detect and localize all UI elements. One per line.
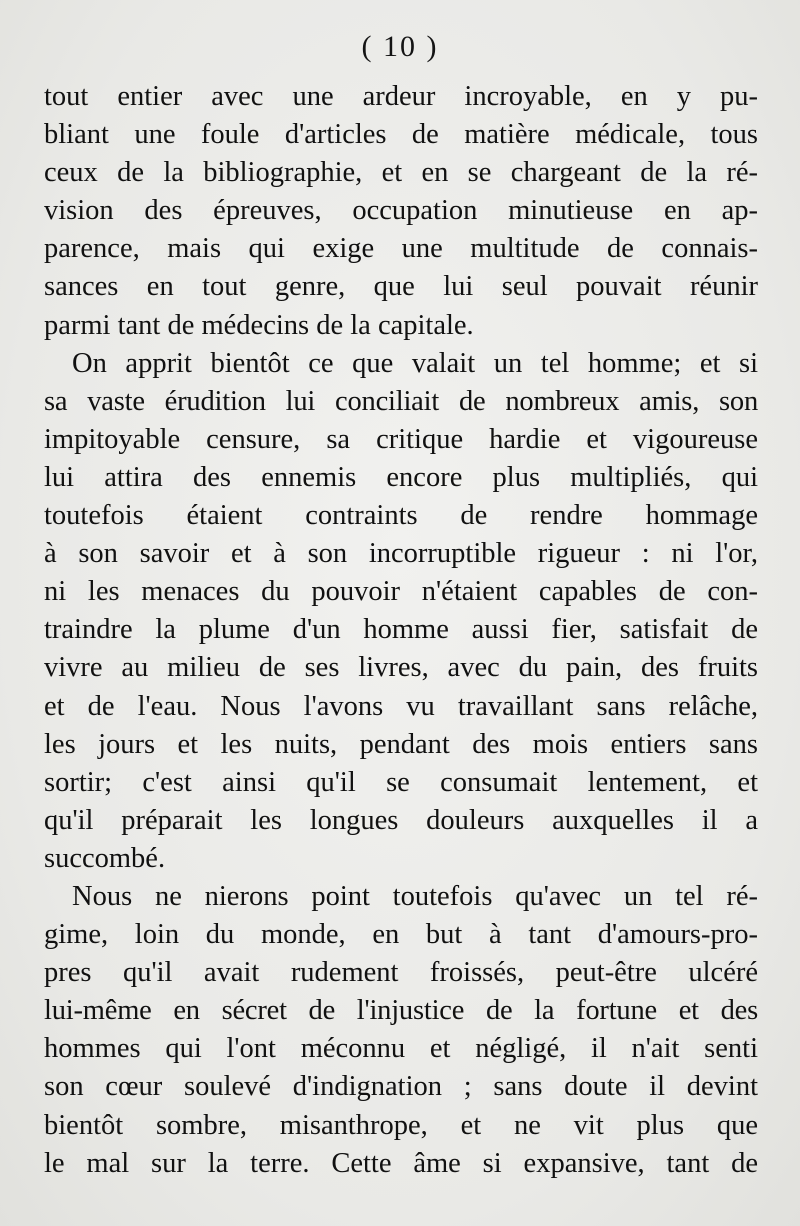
text-line: qu'il préparait les longues douleurs auxquelles il a [44, 804, 758, 836]
text-line: bientôt sombre, misanthrope, et ne vit plus que [44, 1109, 758, 1141]
page-number: ( 10 ) [361, 30, 439, 63]
paragraph-start-line: Nous ne nierons point toutefois qu'avec un tel ré- [72, 880, 758, 912]
text-line: lui-même en sécret de l'injustice de la fortune et des [44, 995, 758, 1027]
text-line: gime, loin du monde, en but à tant d'amours-pro- [44, 919, 758, 951]
text-line: lui attira des ennemis encore plus multipliés, qui [44, 461, 758, 493]
text-line: les jours et les nuits, pendant des mois entiers sans [44, 728, 758, 760]
text-line: vision des épreuves, occupation minutieuse en ap- [44, 195, 758, 227]
text-line: sances en tout genre, que lui seul pouvait réunir [44, 271, 758, 303]
text-line: succombé. [44, 842, 166, 874]
text-line: à son savoir et à son incorruptible rigueur : ni l'or, [44, 538, 758, 570]
body-text [44, 78, 758, 1183]
text-line: vivre au milieu de ses livres, avec du pain, des fruits [44, 652, 758, 684]
text-line: son cœur soulevé d'indignation ; sans doute il devint [44, 1071, 758, 1103]
text-line: hommes qui l'ont méconnu et négligé, il n'ait senti [44, 1033, 758, 1065]
text-line: traindre la plume d'un homme aussi fier, satisfait de [44, 614, 758, 646]
text-line: sa vaste érudition lui conciliait de nombreux amis, son [44, 385, 758, 417]
text-line: le mal sur la terre. Cette âme si expansive, tant de [44, 1147, 758, 1179]
paragraph-start-line: On apprit bientôt ce que valait un tel homme; et si [72, 347, 758, 379]
text-line: parmi tant de médecins de la capitale. [44, 309, 474, 341]
text-line: ceux de la bibliographie, et en se chargeant de la ré- [44, 157, 758, 189]
text-line: bliant une foule d'articles de matière médicale, tous [44, 119, 758, 151]
text-line: sortir; c'est ainsi qu'il se consumait lentement, et [44, 766, 758, 798]
text-line: pres qu'il avait rudement froissés, peut-être ulcéré [44, 957, 758, 989]
text-line: tout entier avec une ardeur incroyable, en y pu- [44, 81, 758, 112]
text-line: toutefois étaient contraints de rendre hommage [44, 500, 758, 532]
text-line: parence, mais qui exige une multitude de connais- [44, 233, 758, 265]
text-line: ni les menaces du pouvoir n'étaient capables de con- [44, 576, 758, 608]
text-line: impitoyable censure, sa critique hardie et vigoureuse [44, 423, 758, 455]
text-line: et de l'eau. Nous l'avons vu travaillant sans relâche, [44, 690, 758, 722]
